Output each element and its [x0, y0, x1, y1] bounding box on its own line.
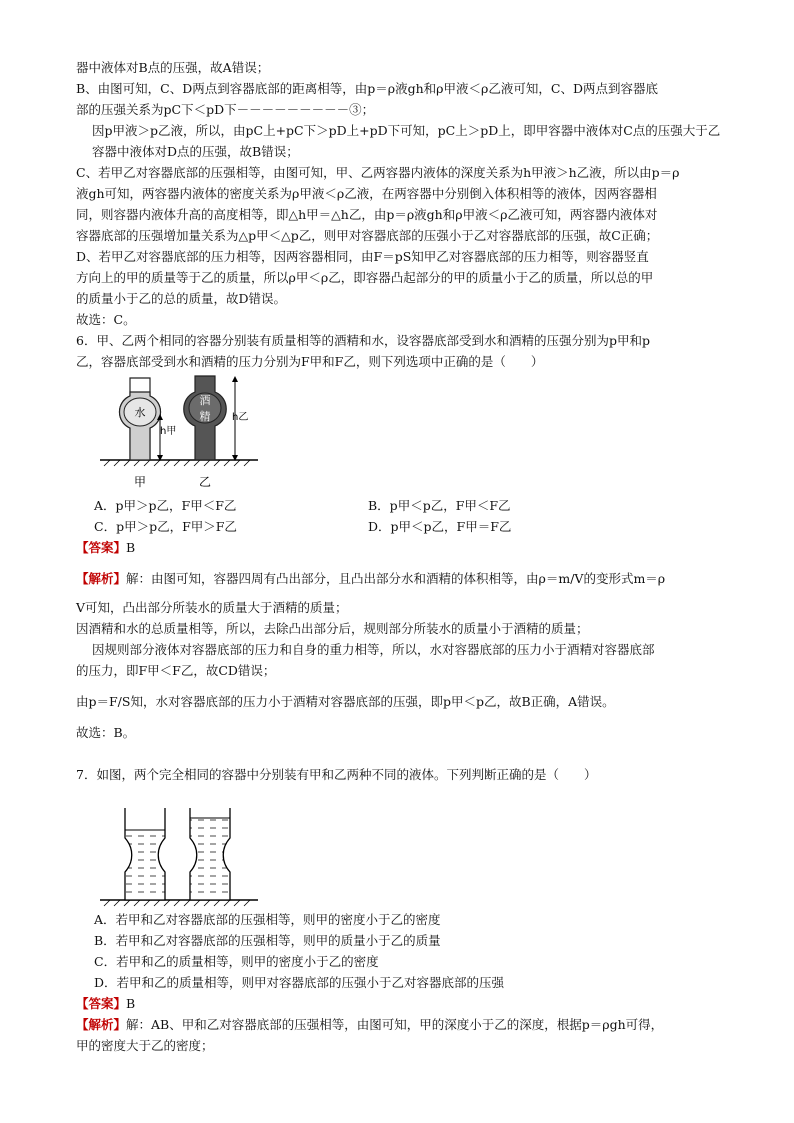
analysis-text: 解：由图可知，容器四周有凸出部分，且凸出部分水和酒精的体积相等，由ρ＝m/V的变形式m＝ρ — [126, 571, 666, 586]
q7-option-c: C．若甲和乙的质量相等，则甲的密度小于乙的密度 — [94, 954, 379, 969]
text-line: 方向上的甲的质量等于乙的质量，所以ρ甲＜ρ乙，即容器凸起部分的甲的质量小于乙的质量，所以总的甲 — [76, 270, 654, 285]
text-line: 故选：C。 — [76, 312, 136, 327]
q6-option-b: B．p甲＜p乙，F甲＜F乙 — [368, 498, 511, 513]
q7-analysis-line — [76, 1015, 726, 1035]
q6-analysis-line: 的压力，即F甲＜F乙，故CD错误； — [76, 663, 276, 678]
text-line: C、若甲乙对容器底部的压强相等，由图可知，甲、乙两容器内液体的深度关系为h甲液＞h乙液，所以由p＝ρ — [76, 165, 680, 180]
q6-option-a: A．p甲＞p乙，F甲＜F乙 — [94, 498, 237, 513]
question-6-stem: 6．甲、乙两个相同的容器分别装有质量相等的酒精和水，设容器底部受到水和酒精的压强分别为p甲和p — [76, 333, 650, 348]
alcohol-label-1: 酒 — [199, 394, 211, 407]
text-line: 容器中液体对D点的压强，故B错误； — [92, 144, 299, 159]
q6-analysis-line: 由p＝F/S知，水对容器底部的压力小于酒精对容器底部的压强，即p甲＜p乙，故B正确，A错误。 — [76, 694, 615, 709]
q6-containers-figure — [100, 370, 260, 495]
analysis-tag: 【解析】 — [76, 1017, 127, 1032]
text-line: 同，则容器内液体升高的高度相等，即△h甲＝△h乙，由p＝ρ液gh和ρ甲液＜ρ乙液可知，两容器内液体对 — [76, 207, 658, 222]
q6-analysis-line — [76, 569, 726, 589]
answer-value: B — [126, 540, 136, 555]
water-label: 水 — [134, 406, 146, 419]
text-line: 容器底部的压强增加量关系为△p甲＜△p乙，则甲对容器底部的压强小于乙对容器底部的压强，故C正确； — [76, 228, 659, 243]
q6-option-d: D．p甲＜p乙，F甲＝F乙 — [368, 519, 512, 534]
answer-tag: 【答案】 — [76, 540, 127, 555]
q7-option-d: D．若甲和乙的质量相等，则甲对容器底部的压强小于乙对容器底部的压强 — [94, 975, 505, 990]
q6-option-c: C．p甲＞p乙，F甲＞F乙 — [94, 519, 237, 534]
question-7-stem: 7．如图，两个完全相同的容器中分别装有甲和乙两种不同的液体。下列判断正确的是（ ） — [76, 767, 597, 782]
q6-analysis-line: 故选：B。 — [76, 725, 136, 740]
q6-analysis-line: 因酒精和水的总质量相等，所以，去除凸出部分后，规则部分所装水的质量小于酒精的质量； — [76, 621, 589, 636]
q6-analysis-line: V可知，凸出部分所装水的质量大于酒精的质量； — [76, 600, 348, 615]
q7-answer — [76, 994, 726, 1014]
q7-option-b: B．若甲和乙对容器底部的压强相等，则甲的质量小于乙的质量 — [94, 933, 441, 948]
analysis-tag: 【解析】 — [76, 571, 127, 586]
text-line: 液gh可知，两容器内液体的密度关系为ρ甲液＜ρ乙液，在两容器中分别倒入体积相等的液体，因两容器相 — [76, 186, 657, 201]
text-line: 器中液体对B点的压强，故A错误； — [76, 60, 270, 75]
text-line: D、若甲乙对容器底部的压力相等，因两容器相同，由F＝pS知甲乙对容器底部的压力相等，则容器竖直 — [76, 249, 649, 264]
text-line: 因p甲液＞p乙液，所以，由pC上+pC下＞pD上+pD下可知，pC上＞pD上，即甲容器中液体对C点的压强大于乙 — [92, 123, 721, 138]
text-line: 部的压强关系为pC下＜pD下－－－－－－－－－③； — [76, 102, 375, 117]
caption-jia: 甲 — [133, 475, 147, 489]
h-yi-label: h乙 — [232, 412, 249, 423]
answer-value: B — [126, 996, 136, 1011]
q6-analysis-line: 因规则部分液体对容器底部的压力和自身的重力相等，所以，水对容器底部的压力小于酒精对容器底部 — [92, 642, 655, 657]
q6-answer — [76, 538, 726, 558]
analysis-text: 解：AB、甲和乙对容器底部的压强相等，由图可知，甲的深度小于乙的深度，根据p＝ρgh可得， — [126, 1017, 664, 1032]
caption-yi: 乙 — [198, 475, 212, 489]
q7-analysis-line: 甲的密度大于乙的密度； — [76, 1038, 214, 1053]
text-line: B、由图可知，C、D两点到容器底部的距离相等，由p＝ρ液gh和ρ甲液＜ρ乙液可知，C、D两点到容器底 — [76, 81, 658, 96]
alcohol-label-2: 精 — [199, 410, 211, 423]
q7-option-a: A．若甲和乙对容器底部的压强相等，则甲的密度小于乙的密度 — [94, 912, 441, 927]
answer-tag: 【答案】 — [76, 996, 127, 1011]
h-jia-label: h甲 — [160, 426, 177, 437]
q7-containers-figure — [100, 800, 260, 910]
question-6-stem-cont: 乙，容器底部受到水和酒精的压力分别为F甲和F乙，则下列选项中正确的是（ ） — [76, 354, 544, 369]
text-line: 的质量小于乙的总的质量，故D错误。 — [76, 291, 287, 306]
